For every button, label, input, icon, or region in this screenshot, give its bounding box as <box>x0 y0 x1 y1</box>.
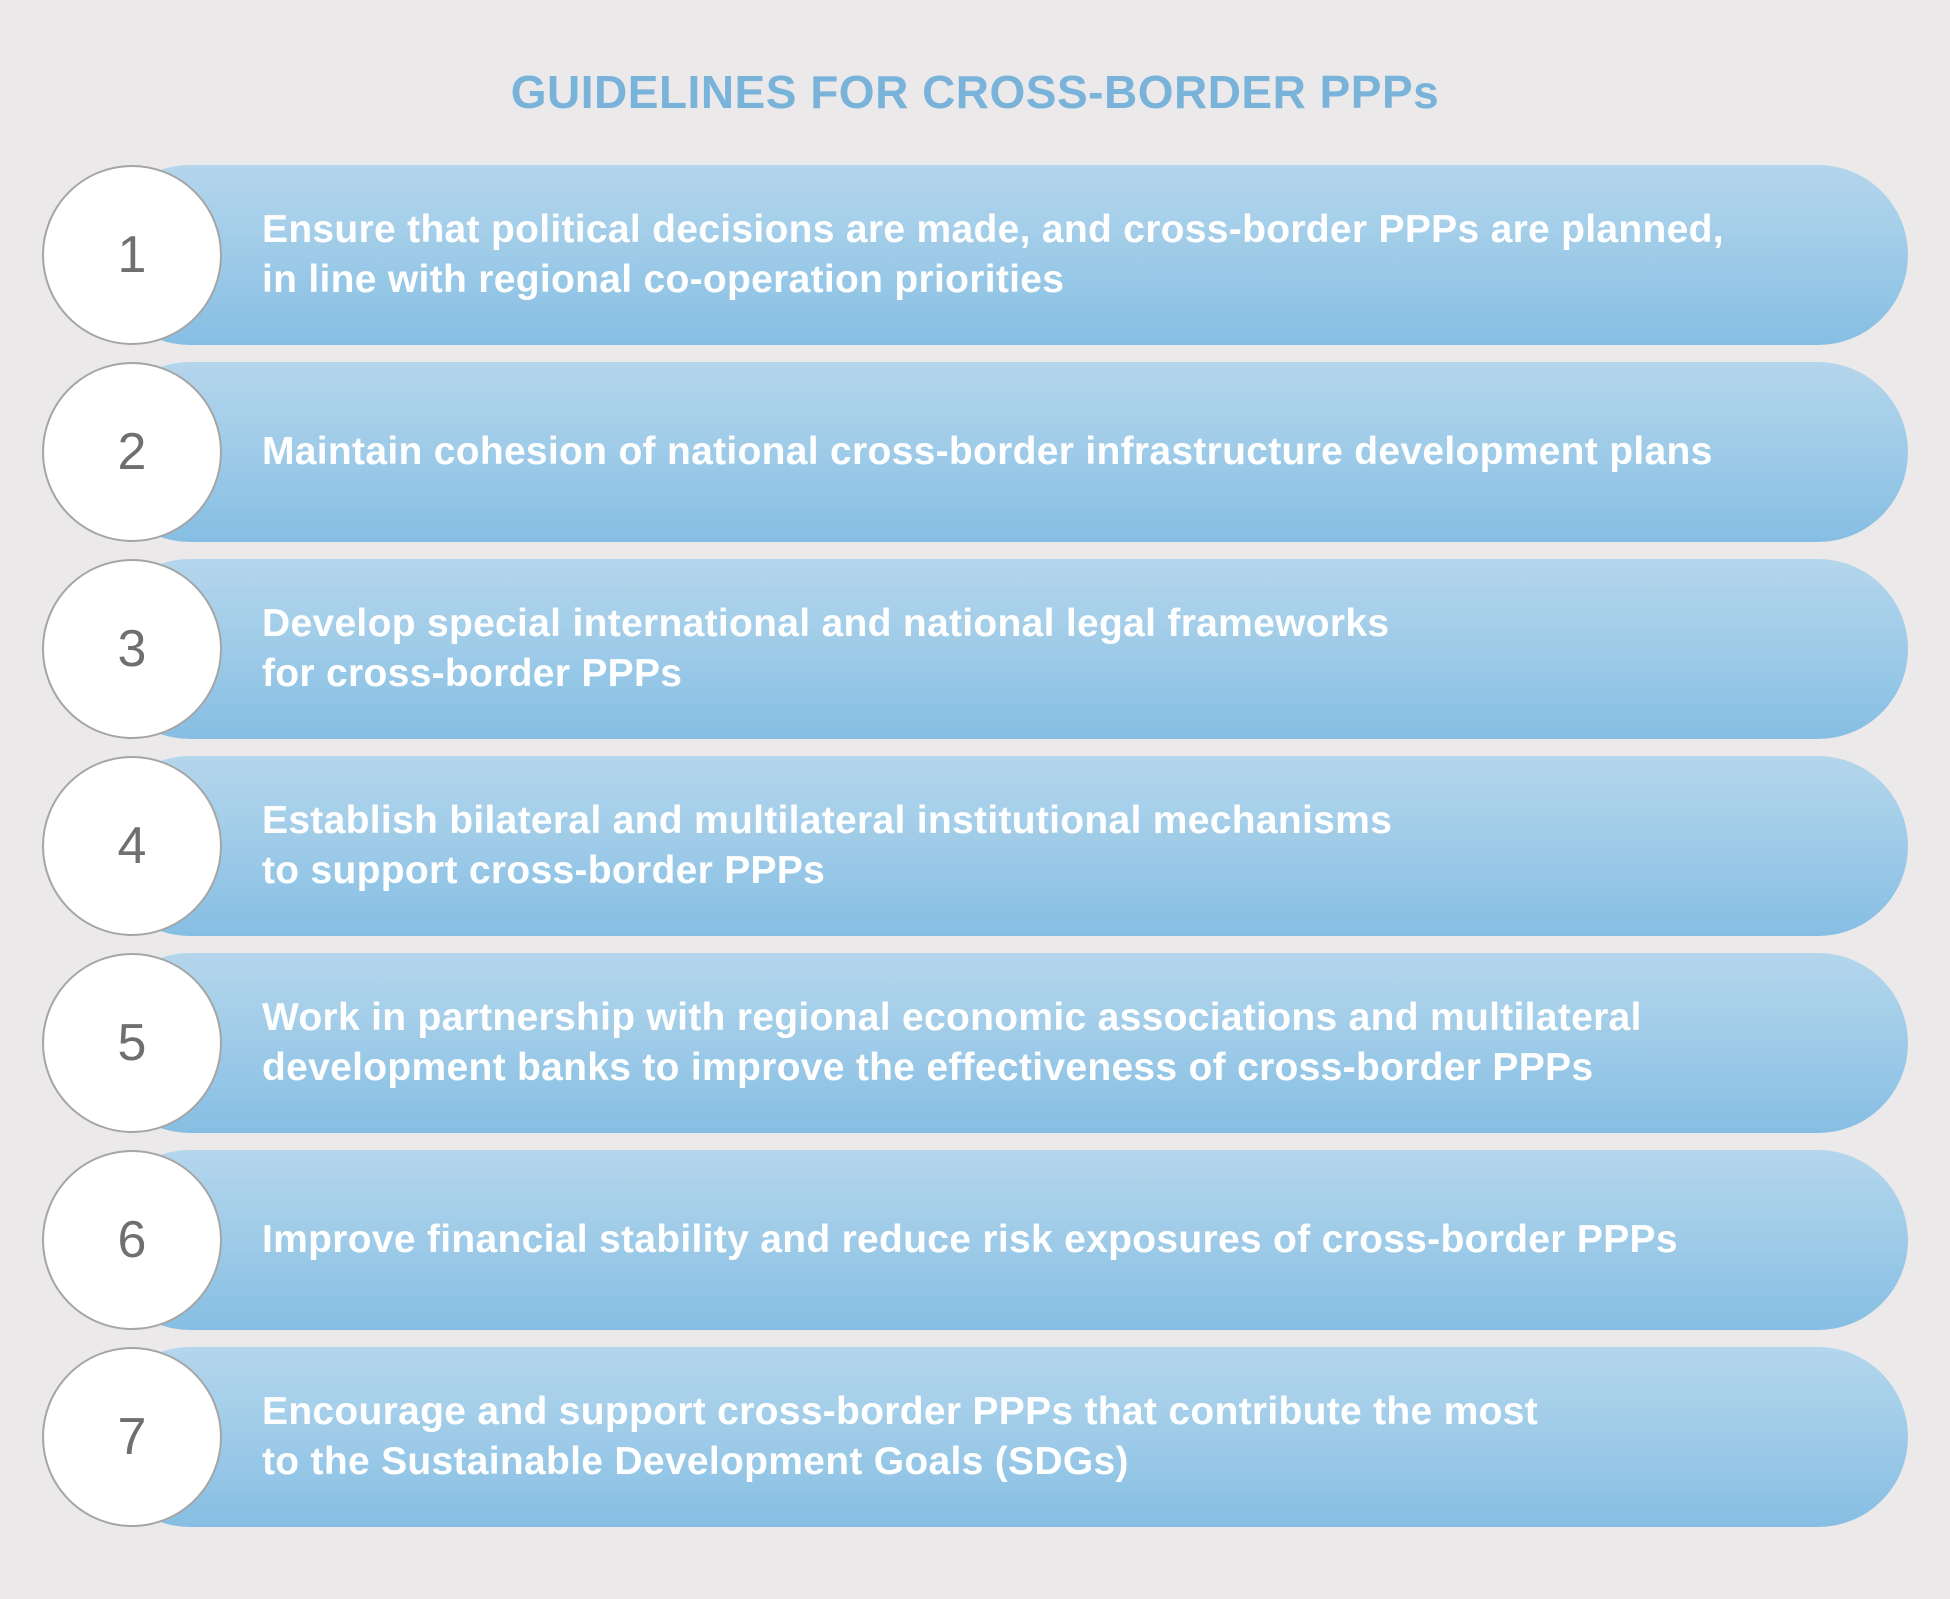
guideline-item-2 <box>0 362 1950 542</box>
guideline-number-badge <box>42 756 222 936</box>
guidelines-list <box>0 165 1950 1545</box>
guideline-item-5 <box>0 953 1950 1133</box>
guideline-text: Improve financial stability and reduce risk exposures of cross-border PPPs <box>262 1218 1678 1261</box>
guideline-number-badge <box>42 165 222 345</box>
guideline-number: 7 <box>117 1408 147 1466</box>
guideline-text: Maintain cohesion of national cross-border infrastructure development plans <box>262 430 1713 473</box>
guideline-number-badge <box>42 362 222 542</box>
guideline-item-3 <box>0 559 1950 739</box>
guideline-number: 3 <box>117 620 147 678</box>
guideline-item-7 <box>0 1347 1950 1527</box>
guideline-number-badge <box>42 953 222 1133</box>
guideline-text: Establish bilateral and multilateral institutional mechanisms to support cross-border PPPs <box>262 799 1393 892</box>
guideline-text: Encourage and support cross-border PPPs that contribute the most to the Sustainable Development Goals (SDGs) <box>262 1390 1539 1483</box>
guideline-number: 2 <box>117 423 147 481</box>
guideline-item-4 <box>0 756 1950 936</box>
guideline-number: 6 <box>117 1211 147 1269</box>
guideline-number-badge <box>42 1347 222 1527</box>
guideline-number-badge <box>42 1150 222 1330</box>
guideline-number-badge <box>42 559 222 739</box>
guideline-item-6 <box>0 1150 1950 1330</box>
guideline-number: 4 <box>117 817 147 875</box>
guideline-text: Ensure that political decisions are made, and cross-border PPPs are planned, in line with regional co-operation priorities <box>262 208 1724 301</box>
diagram-title: GUIDELINES FOR CROSS-BORDER PPPs <box>510 66 1440 118</box>
guideline-number: 1 <box>117 226 147 284</box>
guideline-number: 5 <box>117 1014 147 1072</box>
guideline-text: Develop special international and national legal frameworks for cross-border PPPs <box>262 602 1390 695</box>
guideline-item-1 <box>0 165 1950 345</box>
guideline-text: Work in partnership with regional economic associations and multilateral development banks to improve the effectiveness of cross-border PPPs <box>262 996 1642 1089</box>
